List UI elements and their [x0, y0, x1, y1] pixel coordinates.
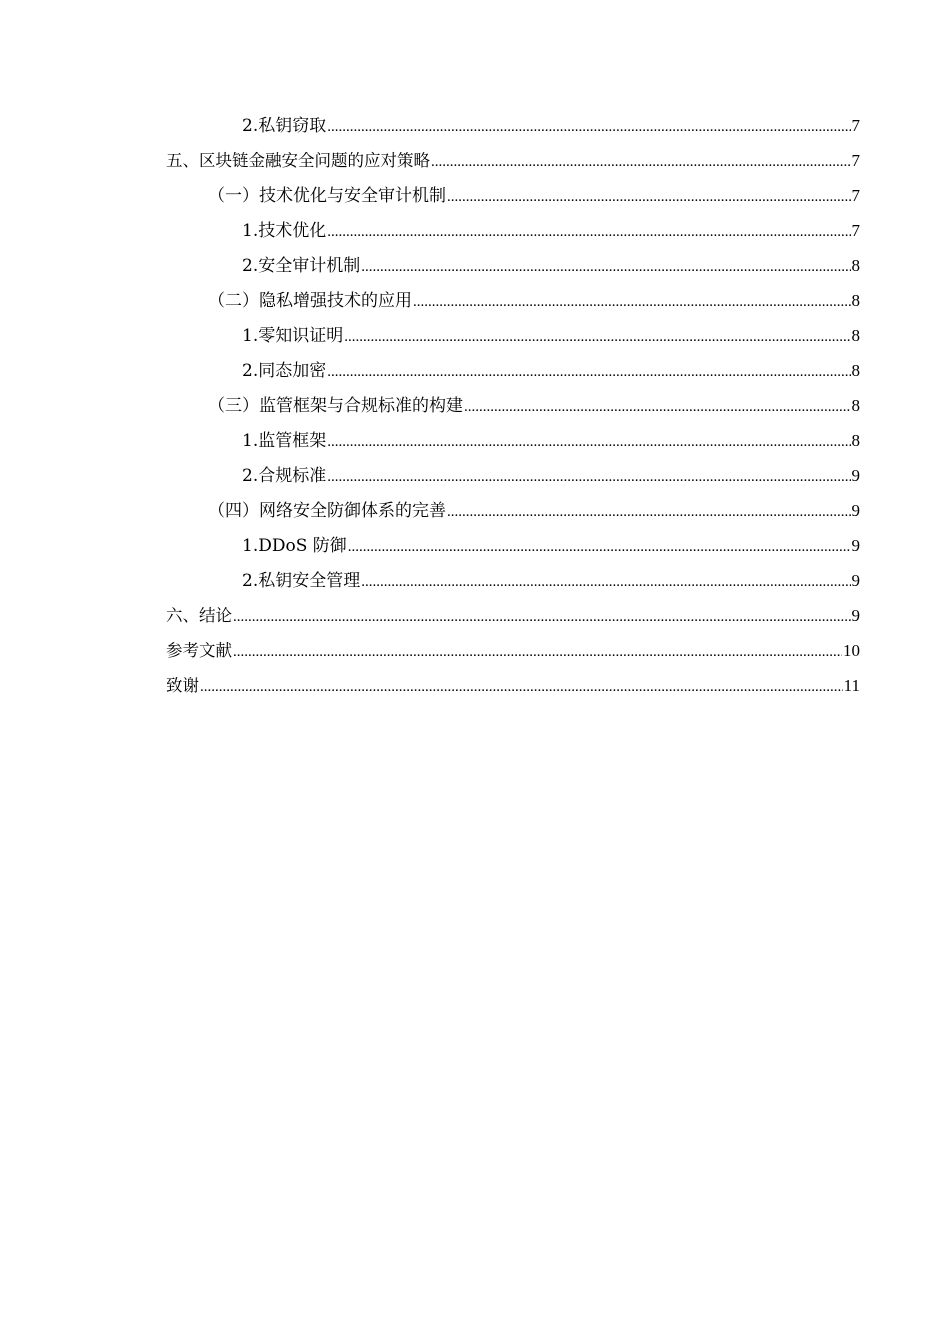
toc-entry-title: （四）网络安全防御体系的完善: [208, 501, 446, 521]
toc-dot-leader: [327, 460, 850, 495]
toc-entry-title: 1.零知识证明: [242, 326, 344, 346]
toc-dot-leader: [327, 355, 850, 390]
toc-dot-leader: [327, 425, 850, 460]
toc-dot-leader: [464, 390, 851, 425]
toc-dot-leader: [447, 180, 851, 215]
toc-dot-leader: [327, 215, 850, 250]
toc-entry-title: 1.DDoS 防御: [242, 536, 347, 556]
toc-entry[interactable]: [166, 528, 860, 563]
toc-entry-page: 9: [851, 606, 860, 625]
toc-entry-title: （一）技术优化与安全审计机制: [208, 186, 446, 206]
toc-entry-page: 10: [843, 641, 860, 660]
toc-entry-title: 1.技术优化: [242, 221, 327, 241]
toc-entry[interactable]: [166, 493, 860, 528]
toc-dot-leader: [361, 250, 850, 285]
toc-entry[interactable]: [166, 283, 860, 318]
toc-entry-title: （三）监管框架与合规标准的构建: [208, 396, 463, 416]
toc-entry-page: 9: [851, 571, 860, 590]
toc-entry-page: 9: [851, 536, 860, 555]
toc-entry[interactable]: [166, 248, 860, 283]
toc-entry-title: 六、结论: [166, 606, 232, 625]
toc-entry[interactable]: [166, 108, 860, 143]
toc-entry-page: 8: [851, 361, 860, 380]
toc-entry[interactable]: [166, 633, 860, 668]
toc-entry-title: 2.合规标准: [242, 466, 327, 486]
toc-dot-leader: [413, 285, 851, 320]
toc-entry[interactable]: [166, 178, 860, 213]
toc-dot-leader: [431, 145, 851, 180]
toc-entry[interactable]: [166, 423, 860, 458]
toc-dot-leader: [233, 635, 842, 670]
toc-entry-title: 五、区块链金融安全问题的应对策略: [166, 151, 430, 170]
toc-entry-page: 11: [843, 676, 860, 695]
toc-entry[interactable]: [166, 213, 860, 248]
toc-dot-leader: [348, 530, 851, 565]
toc-dot-leader: [327, 110, 850, 145]
toc-entry-title: 2.私钥窃取: [242, 116, 327, 136]
toc-entry[interactable]: [166, 353, 860, 388]
toc-entry-page: 8: [851, 326, 860, 345]
toc-entry-page: 7: [851, 116, 860, 135]
toc-entry-page: 8: [851, 396, 860, 415]
toc-dot-leader: [344, 320, 850, 355]
toc-entry-page: 9: [851, 501, 860, 520]
toc-entry-title: 1.监管框架: [242, 431, 327, 451]
toc-entry-page: 8: [851, 291, 860, 310]
toc-entry[interactable]: [166, 318, 860, 353]
toc-entry-page: 8: [851, 431, 860, 450]
toc-entry[interactable]: [166, 458, 860, 493]
toc-dot-leader: [361, 565, 850, 600]
toc-entry-title: 致谢: [166, 676, 199, 695]
toc-entry-title: 参考文献: [166, 641, 232, 660]
toc-entry[interactable]: [166, 598, 860, 633]
toc-dot-leader: [233, 600, 851, 635]
toc-entry[interactable]: [166, 388, 860, 423]
toc-entry-page: 9: [851, 466, 860, 485]
toc-entry[interactable]: [166, 563, 860, 598]
toc-entry-page: 7: [851, 186, 860, 205]
toc-dot-leader: [447, 495, 851, 530]
toc-entry-title: 2.同态加密: [242, 361, 327, 381]
table-of-contents: [166, 108, 860, 703]
toc-entry-page: 8: [851, 256, 860, 275]
toc-entry[interactable]: [166, 668, 860, 703]
toc-entry-page: 7: [851, 221, 860, 240]
toc-entry[interactable]: [166, 143, 860, 178]
toc-entry-page: 7: [851, 151, 860, 170]
toc-entry-title: 2.私钥安全管理: [242, 571, 361, 591]
toc-entry-title: （二）隐私增强技术的应用: [208, 291, 412, 311]
toc-entry-title: 2.安全审计机制: [242, 256, 361, 276]
toc-dot-leader: [200, 670, 843, 705]
